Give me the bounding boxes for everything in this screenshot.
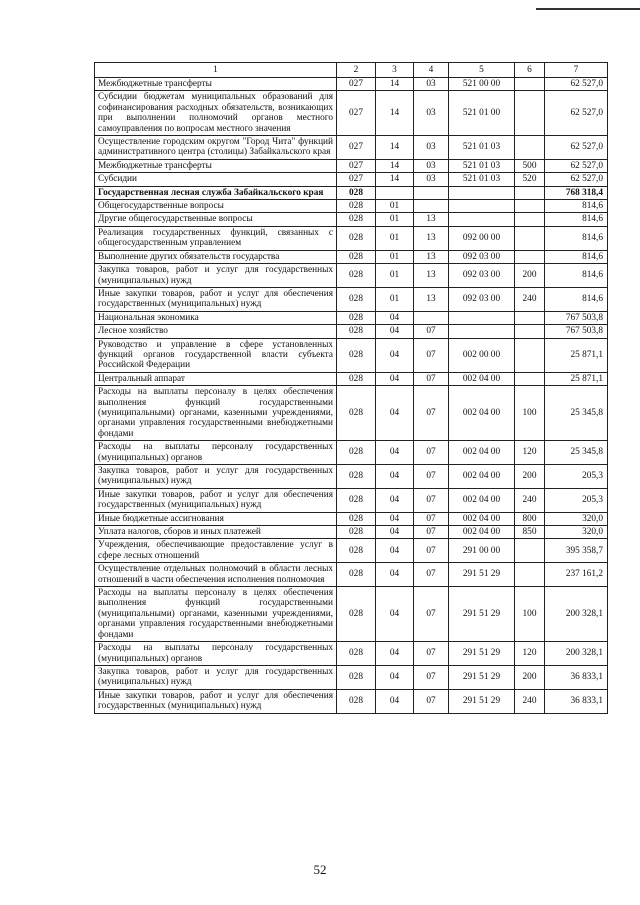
row-target-article: 092 03 00: [449, 287, 515, 311]
row-amount: 814,6: [545, 226, 608, 250]
table-row: [95, 488, 608, 512]
row-ministry-code: 027: [337, 159, 376, 172]
row-target-article: 002 00 00: [449, 338, 515, 372]
row-subsection-code: 13: [414, 213, 449, 226]
row-name: Выполнение других обязательств государства: [95, 250, 337, 263]
row-expense-type: 120: [515, 642, 545, 666]
row-name: Общегосударственные вопросы: [95, 200, 337, 213]
row-name: Иные закупки товаров, работ и услуг для обеспечения государственных (муниципальных) нужд: [95, 689, 337, 713]
row-section-code: 14: [376, 159, 414, 172]
row-subsection-code: [414, 200, 449, 213]
row-ministry-code: 028: [337, 386, 376, 441]
row-section-code: 04: [376, 311, 414, 324]
row-expense-type: [515, 226, 545, 250]
row-name: Национальная экономика: [95, 311, 337, 324]
row-ministry-code: 028: [337, 539, 376, 563]
table-row: [95, 264, 608, 288]
row-amount: 36 833,1: [545, 665, 608, 689]
row-expense-type: [515, 213, 545, 226]
row-section-code: 14: [376, 78, 414, 91]
row-section-code: 04: [376, 338, 414, 372]
row-section-code: 04: [376, 512, 414, 525]
header-cell-name: 1: [95, 63, 337, 78]
row-subsection-code: 03: [414, 78, 449, 91]
row-amount: 237 161,2: [545, 563, 608, 587]
row-ministry-code: 028: [337, 587, 376, 642]
table-row: [95, 372, 608, 385]
row-name: Иные закупки товаров, работ и услуг для обеспечения государственных (муниципальных) нужд: [95, 488, 337, 512]
row-amount: 768 318,4: [545, 186, 608, 199]
row-target-article: 521 00 00: [449, 78, 515, 91]
row-amount: 767 503,8: [545, 325, 608, 338]
table-row: [95, 441, 608, 465]
row-target-article: 002 04 00: [449, 386, 515, 441]
row-target-article: 291 51 29: [449, 642, 515, 666]
row-name: Закупка товаров, работ и услуг для государственных (муниципальных) нужд: [95, 665, 337, 689]
row-subsection-code: 07: [414, 372, 449, 385]
table-row: [95, 539, 608, 563]
row-section-code: 04: [376, 372, 414, 385]
row-subsection-code: 03: [414, 173, 449, 186]
row-expense-type: 500: [515, 159, 545, 172]
page-number: 52: [313, 862, 327, 877]
table-row: [95, 338, 608, 372]
row-name: Уплата налогов, сборов и иных платежей: [95, 526, 337, 539]
row-ministry-code: 027: [337, 78, 376, 91]
row-target-article: 002 04 00: [449, 441, 515, 465]
row-name: Другие общегосударственные вопросы: [95, 213, 337, 226]
row-expense-type: 520: [515, 173, 545, 186]
row-section-code: 04: [376, 441, 414, 465]
row-subsection-code: [414, 311, 449, 324]
row-amount: 814,6: [545, 213, 608, 226]
table-row: [95, 159, 608, 172]
table-row: [95, 512, 608, 525]
row-section-code: [376, 186, 414, 199]
row-target-article: 521 01 03: [449, 136, 515, 160]
row-target-article: 291 00 00: [449, 539, 515, 563]
row-subsection-code: 13: [414, 250, 449, 263]
row-expense-type: [515, 186, 545, 199]
table-row: [95, 78, 608, 91]
row-ministry-code: 028: [337, 665, 376, 689]
table-row: [95, 642, 608, 666]
row-target-article: 002 04 00: [449, 488, 515, 512]
row-target-article: 521 01 03: [449, 173, 515, 186]
row-ministry-code: 028: [337, 689, 376, 713]
row-ministry-code: 028: [337, 250, 376, 263]
row-name: Закупка товаров, работ и услуг для государственных (муниципальных) нужд: [95, 264, 337, 288]
row-amount: 814,6: [545, 264, 608, 288]
row-name: Реализация государственных функций, связанных с общегосударственным управлением: [95, 226, 337, 250]
table-row: [95, 587, 608, 642]
row-target-article: 002 04 00: [449, 526, 515, 539]
row-name: Расходы на выплаты персоналу в целях обеспечения выполнения функций государственными (муниципальными) органами, казенными учреждениями, органами управления государственными внебюджетными фондами: [95, 386, 337, 441]
row-amount: 205,3: [545, 465, 608, 489]
row-subsection-code: 03: [414, 136, 449, 160]
row-ministry-code: 028: [337, 200, 376, 213]
row-ministry-code: 028: [337, 526, 376, 539]
row-target-article: [449, 200, 515, 213]
row-section-code: 01: [376, 200, 414, 213]
row-name: Иные закупки товаров, работ и услуг для обеспечения государственных (муниципальных) нужд: [95, 287, 337, 311]
table-row: [95, 689, 608, 713]
row-section-code: 01: [376, 250, 414, 263]
row-section-code: 14: [376, 173, 414, 186]
row-name: Лесное хозяйство: [95, 325, 337, 338]
budget-table: [94, 62, 608, 714]
table-row: [95, 311, 608, 324]
row-name: Межбюджетные трансферты: [95, 159, 337, 172]
row-name: Осуществление городским округом "Город Чита" функций административного центра (столицы) Забайкальского края: [95, 136, 337, 160]
row-section-code: 04: [376, 488, 414, 512]
row-ministry-code: 028: [337, 642, 376, 666]
row-subsection-code: 07: [414, 338, 449, 372]
row-amount: 25 871,1: [545, 372, 608, 385]
row-expense-type: 800: [515, 512, 545, 525]
row-target-article: [449, 213, 515, 226]
row-ministry-code: 028: [337, 512, 376, 525]
row-expense-type: 120: [515, 441, 545, 465]
row-amount: 814,6: [545, 287, 608, 311]
row-amount: 200 328,1: [545, 587, 608, 642]
table-row: [95, 250, 608, 263]
row-amount: 205,3: [545, 488, 608, 512]
row-expense-type: [515, 325, 545, 338]
row-amount: 62 527,0: [545, 78, 608, 91]
table-row: [95, 526, 608, 539]
row-target-article: [449, 186, 515, 199]
row-section-code: 04: [376, 539, 414, 563]
row-section-code: 01: [376, 287, 414, 311]
row-target-article: [449, 325, 515, 338]
row-ministry-code: 028: [337, 287, 376, 311]
header-cell-subsection: 4: [414, 63, 449, 78]
row-expense-type: 850: [515, 526, 545, 539]
row-target-article: 092 00 00: [449, 226, 515, 250]
row-ministry-code: 027: [337, 173, 376, 186]
row-amount: 814,6: [545, 200, 608, 213]
row-expense-type: 200: [515, 264, 545, 288]
row-target-article: 092 03 00: [449, 264, 515, 288]
row-ministry-code: 028: [337, 311, 376, 324]
row-amount: 25 345,8: [545, 441, 608, 465]
row-subsection-code: 03: [414, 91, 449, 136]
table-row: [95, 325, 608, 338]
row-amount: 36 833,1: [545, 689, 608, 713]
row-ministry-code: 028: [337, 372, 376, 385]
row-target-article: 002 04 00: [449, 465, 515, 489]
row-subsection-code: 07: [414, 488, 449, 512]
row-expense-type: 240: [515, 689, 545, 713]
row-subsection-code: 07: [414, 563, 449, 587]
header-cell-amount: 7: [545, 63, 608, 78]
row-ministry-code: 028: [337, 338, 376, 372]
row-subsection-code: 07: [414, 465, 449, 489]
row-ministry-code: 028: [337, 465, 376, 489]
row-subsection-code: 13: [414, 264, 449, 288]
row-expense-type: [515, 78, 545, 91]
row-amount: 62 527,0: [545, 159, 608, 172]
row-name: Расходы на выплаты персоналу в целях обеспечения выполнения функций государственными (муниципальными) органами, казенными учреждениями, органами управления государственными внебюджетными фондами: [95, 587, 337, 642]
row-expense-type: [515, 136, 545, 160]
row-name: Расходы на выплаты персоналу государственных (муниципальных) органов: [95, 642, 337, 666]
row-target-article: 521 01 03: [449, 159, 515, 172]
row-target-article: 291 51 29: [449, 689, 515, 713]
row-subsection-code: 03: [414, 159, 449, 172]
row-expense-type: 200: [515, 465, 545, 489]
row-target-article: 002 04 00: [449, 372, 515, 385]
row-expense-type: [515, 250, 545, 263]
row-name: Закупка товаров, работ и услуг для государственных (муниципальных) нужд: [95, 465, 337, 489]
table-row: [95, 665, 608, 689]
row-section-code: 14: [376, 136, 414, 160]
row-amount: 767 503,8: [545, 311, 608, 324]
row-subsection-code: 07: [414, 325, 449, 338]
header-cell-ministry: 2: [337, 63, 376, 78]
row-subsection-code: 07: [414, 587, 449, 642]
row-target-article: 291 51 29: [449, 563, 515, 587]
row-expense-type: [515, 311, 545, 324]
header-cell-target-article: 5: [449, 63, 515, 78]
row-target-article: 092 03 00: [449, 250, 515, 263]
row-subsection-code: 07: [414, 689, 449, 713]
row-target-article: 521 01 00: [449, 91, 515, 136]
row-name: Межбюджетные трансферты: [95, 78, 337, 91]
row-expense-type: 200: [515, 665, 545, 689]
table-body: [95, 63, 608, 714]
row-amount: 25 871,1: [545, 338, 608, 372]
table-row: [95, 186, 608, 199]
row-ministry-code: 028: [337, 213, 376, 226]
row-ministry-code: 028: [337, 488, 376, 512]
row-section-code: 04: [376, 587, 414, 642]
row-amount: 320,0: [545, 512, 608, 525]
row-section-code: 04: [376, 325, 414, 338]
table-row: [95, 91, 608, 136]
table-header-row: [95, 63, 608, 78]
row-ministry-code: 028: [337, 186, 376, 199]
row-section-code: 01: [376, 264, 414, 288]
row-name: Осуществление отдельных полномочий в области лесных отношений в части обеспечения исполнения полномочия: [95, 563, 337, 587]
row-subsection-code: 07: [414, 526, 449, 539]
row-section-code: 04: [376, 465, 414, 489]
row-expense-type: [515, 372, 545, 385]
row-subsection-code: 13: [414, 287, 449, 311]
row-subsection-code: 07: [414, 441, 449, 465]
row-expense-type: [515, 338, 545, 372]
row-subsection-code: [414, 186, 449, 199]
row-subsection-code: 07: [414, 386, 449, 441]
table-row: [95, 287, 608, 311]
row-section-code: 04: [376, 526, 414, 539]
row-target-article: 291 51 29: [449, 665, 515, 689]
row-ministry-code: 027: [337, 91, 376, 136]
row-ministry-code: 028: [337, 563, 376, 587]
header-cell-expense-type: 6: [515, 63, 545, 78]
row-section-code: 04: [376, 386, 414, 441]
row-amount: 814,6: [545, 250, 608, 263]
row-expense-type: [515, 200, 545, 213]
row-section-code: 04: [376, 689, 414, 713]
table-row: [95, 213, 608, 226]
row-target-article: [449, 311, 515, 324]
row-subsection-code: 07: [414, 539, 449, 563]
row-ministry-code: 028: [337, 226, 376, 250]
header-cell-section: 3: [376, 63, 414, 78]
row-expense-type: 100: [515, 587, 545, 642]
row-name: Учреждения, обеспечивающие предоставление услуг в сфере лесных отношений: [95, 539, 337, 563]
row-target-article: 291 51 29: [449, 587, 515, 642]
row-expense-type: [515, 91, 545, 136]
row-ministry-code: 027: [337, 136, 376, 160]
row-name: Центральный аппарат: [95, 372, 337, 385]
top-rule: [536, 8, 640, 10]
row-amount: 200 328,1: [545, 642, 608, 666]
row-subsection-code: 07: [414, 665, 449, 689]
row-section-code: 04: [376, 642, 414, 666]
row-name: Субсидии бюджетам муниципальных образований для софинансирования расходных обязательств, возникающих при выполнении полномочий органов местного самоуправления по вопросам местного значения: [95, 91, 337, 136]
row-name: Государственная лесная служба Забайкальского края: [95, 186, 337, 199]
row-amount: 395 358,7: [545, 539, 608, 563]
row-amount: 62 527,0: [545, 91, 608, 136]
row-subsection-code: 07: [414, 512, 449, 525]
row-section-code: 01: [376, 226, 414, 250]
row-name: Иные бюджетные ассигнования: [95, 512, 337, 525]
row-subsection-code: 13: [414, 226, 449, 250]
row-section-code: 04: [376, 665, 414, 689]
row-amount: 62 527,0: [545, 173, 608, 186]
row-amount: 62 527,0: [545, 136, 608, 160]
row-ministry-code: 028: [337, 325, 376, 338]
row-expense-type: 100: [515, 386, 545, 441]
row-target-article: 002 04 00: [449, 512, 515, 525]
row-section-code: 14: [376, 91, 414, 136]
table-row: [95, 200, 608, 213]
row-name: Руководство и управление в сфере установленных функций органов государственной власти субъекта Российской Федерации: [95, 338, 337, 372]
row-subsection-code: 07: [414, 642, 449, 666]
row-expense-type: 240: [515, 488, 545, 512]
row-name: Субсидии: [95, 173, 337, 186]
row-amount: 25 345,8: [545, 386, 608, 441]
table-row: [95, 563, 608, 587]
row-expense-type: [515, 539, 545, 563]
row-ministry-code: 028: [337, 441, 376, 465]
row-expense-type: 240: [515, 287, 545, 311]
table-row: [95, 386, 608, 441]
budget-table-container: [94, 62, 607, 714]
row-name: Расходы на выплаты персоналу государственных (муниципальных) органов: [95, 441, 337, 465]
table-row: [95, 136, 608, 160]
row-amount: 320,0: [545, 526, 608, 539]
row-section-code: 01: [376, 213, 414, 226]
row-expense-type: [515, 563, 545, 587]
table-row: [95, 173, 608, 186]
row-ministry-code: 028: [337, 264, 376, 288]
table-row: [95, 465, 608, 489]
table-row: [95, 226, 608, 250]
row-section-code: 04: [376, 563, 414, 587]
